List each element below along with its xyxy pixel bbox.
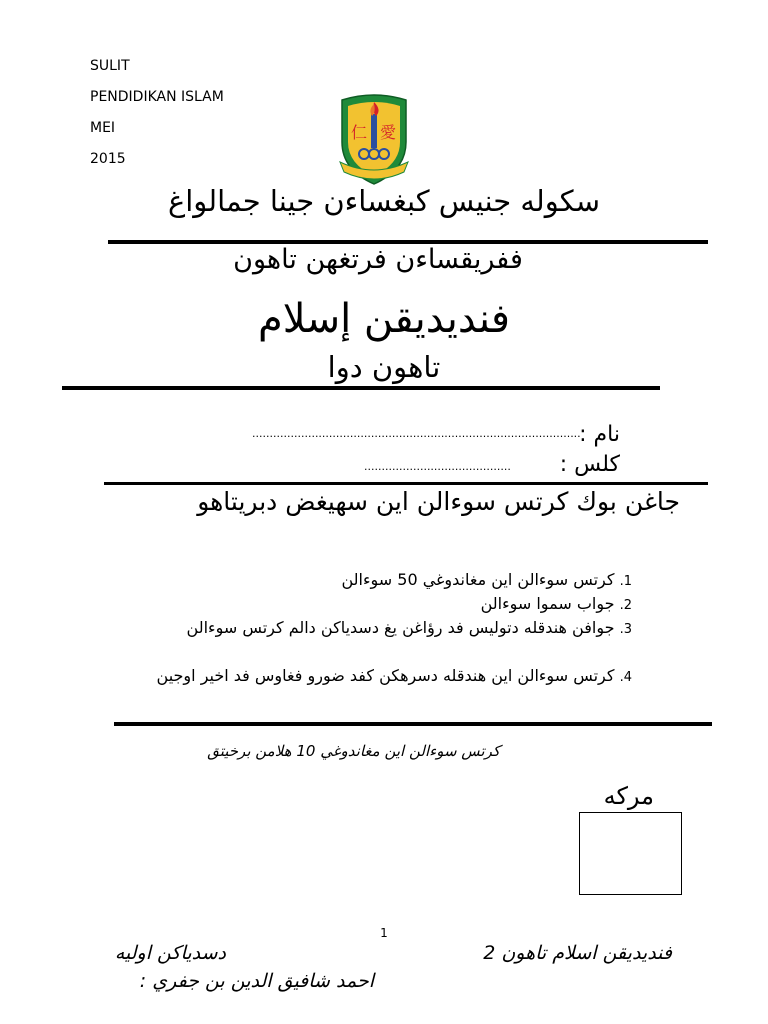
instruction-text: كرتس سوءالن اين مغاندوغي 50 سوءالن [341,570,615,589]
subject-title: فنديديقن إسلام [257,296,511,342]
instruction-text: جواب سموا سوءالن [480,594,615,613]
instruction-number: 1. [619,574,632,589]
instructions-heading: جاغن بوك كرتس سوءالن اين سهيغض دبريتاهو [197,487,680,516]
divider-line [62,386,660,390]
page-count-note: كرتس سوءالن اين مغاندوغي 10 هلامن برخيتق [207,742,500,760]
instruction-number: 2. [619,598,632,613]
instruction-text: جوافن هندقله دتوليس فد رؤاغن يغ دسدياكن دالم كرتس سوءالن [186,618,615,637]
crest-glyph-right: 愛 [380,123,397,142]
instruction-item [481,594,632,613]
header-month: MEI [90,120,116,136]
instruction-item [90,664,678,690]
header-subject: PENDIDIKAN ISLAM [90,89,224,105]
class-field[interactable]: .......................................... [364,460,511,473]
instruction-item [90,616,678,642]
instruction-text: كرتس سوءالن اين هندقله دسرهكن كفد ضورو فغاوس فد اخير اوجين [156,666,615,685]
marks-label: مركه [603,782,654,810]
school-name: سكوله جنيس كبغساءن جينا جمالواغ [167,184,601,218]
exam-title: ففريقساءن فرتغهن تاهون [233,244,523,275]
crest-glyph-left: 仁 [351,123,368,142]
name-label: نام : [579,422,620,447]
instruction-number: 3. [619,622,632,637]
instruction-item [341,570,632,589]
class-label: كلس : [559,452,620,477]
footer-subject-year: فنديديقن اسلام تاهون 2 [483,942,672,964]
year-level: تاهون دوا [327,350,441,384]
instruction-number: 4. [619,670,632,685]
header-sulit: SULIT [90,58,130,74]
page-number: 1 [380,926,388,940]
footer-prepared-by: دسدياكن اوليه [114,942,226,964]
school-crest-logo [336,92,412,188]
name-field[interactable]: .............................................................................................. [252,427,581,440]
divider-line [114,722,712,726]
marks-box[interactable] [579,812,682,895]
footer-author: احمد شافيق الدين بن جفري : [139,970,374,992]
header-year: 2015 [90,151,126,167]
